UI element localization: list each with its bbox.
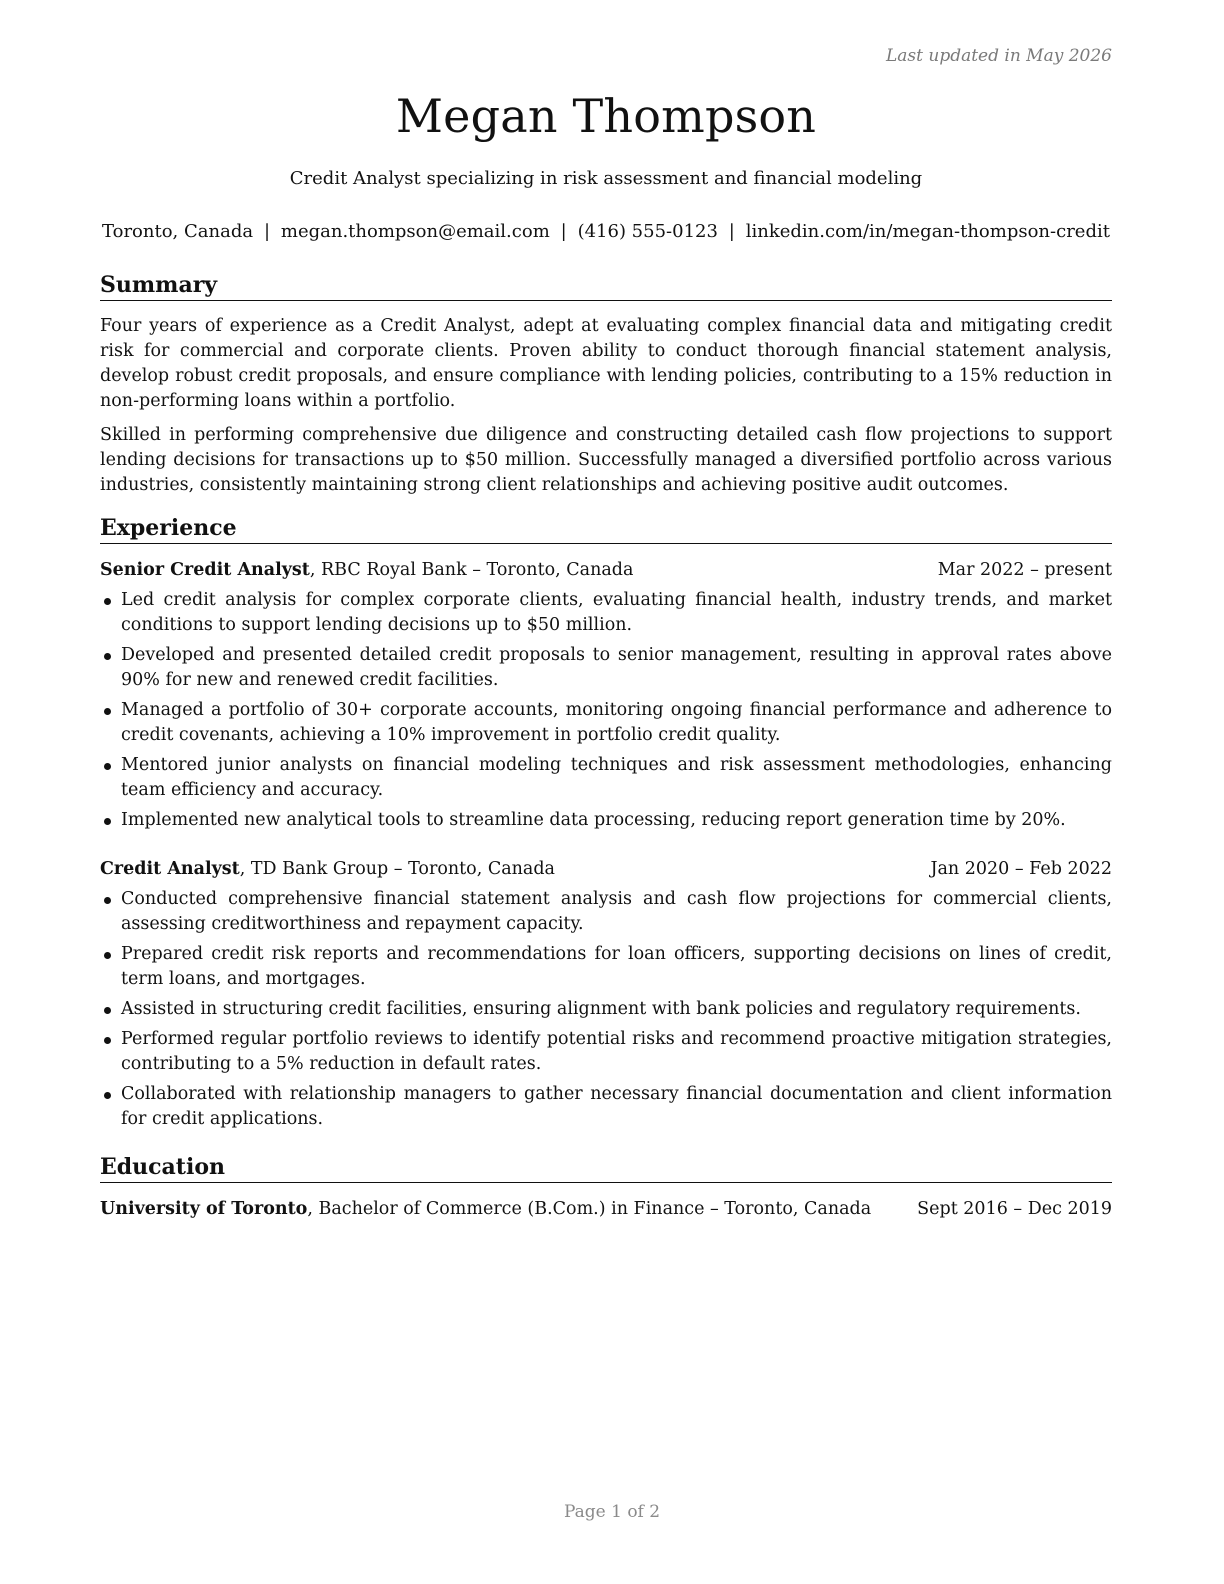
job-dates: Jan 2020 – Feb 2022	[930, 859, 1112, 879]
list-item	[100, 698, 1112, 748]
list-item	[100, 808, 1112, 833]
entry-title	[100, 558, 633, 583]
education-entry	[100, 1197, 1112, 1222]
contact-phone: (416) 555-0123	[577, 221, 718, 242]
bullet-icon	[104, 708, 111, 715]
list-item	[100, 643, 1112, 693]
bullet-icon	[104, 653, 111, 660]
list-item	[100, 887, 1112, 937]
bullet-text: Assisted in structuring credit facilities, ensuring alignment with bank policies and regulatory requirements.	[121, 999, 1081, 1019]
bullet-text: Mentored junior analysts on financial modeling techniques and risk assessment methodologies, enhancing team efficiency and accuracy.	[121, 755, 1112, 800]
contact-linkedin-link[interactable]: linkedin.com/in/megan-thompson-credit	[745, 221, 1110, 242]
list-item	[100, 588, 1112, 638]
candidate-headline: Credit Analyst specializing in risk assessment and financial modeling	[289, 168, 923, 189]
degree-detail: , Bachelor of Commerce (B.Com.) in Finance – Toronto, Canada	[307, 1199, 872, 1219]
contact-email-link[interactable]: megan.thompson@email.com	[280, 221, 550, 242]
education-dates: Sept 2016 – Dec 2019	[917, 1199, 1112, 1219]
job-role: Senior Credit Analyst	[100, 560, 310, 580]
bullet-text: Performed regular portfolio reviews to identify potential risks and recommend proactive mitigation strategies, contributing to a 5% reduction in default rates.	[121, 1029, 1112, 1074]
entry-header	[100, 857, 1112, 882]
summary-section	[100, 271, 1112, 498]
job-organization: , RBC Royal Bank – Toronto, Canada	[309, 560, 634, 580]
last-updated-note: Last updated in May 2026	[885, 46, 1112, 66]
bullet-text: Managed a portfolio of 30+ corporate accounts, monitoring ongoing financial performance and adherence to credit covenants, achieving a 10% improvement in portfolio credit quality.	[121, 700, 1112, 745]
bullet-icon	[104, 1092, 111, 1099]
summary-paragraph: Skilled in performing comprehensive due diligence and constructing detailed cash flow projections to support lending decisions for transactions up to $50 million. Successfully managed a diversified portfolio across various industries, consistently maintaining strong client relationships and achieving positive audit outcomes.	[100, 425, 1112, 495]
bullet-icon	[104, 763, 111, 770]
job-organization: , TD Bank Group – Toronto, Canada	[239, 859, 555, 879]
entry-title	[100, 857, 555, 882]
bullet-text: Conducted comprehensive financial statement analysis and cash flow projections for commercial clients, assessing creditworthiness and repayment capacity.	[121, 889, 1112, 934]
bullet-icon	[104, 897, 111, 904]
contact-separator: |	[560, 221, 567, 242]
section-title-summary: Summary	[100, 271, 1112, 301]
bullet-text: Collaborated with relationship managers to gather necessary financial documentation and client information for credit applications.	[121, 1084, 1112, 1129]
education-section	[100, 1153, 1112, 1222]
bullet-icon	[104, 1007, 111, 1014]
bullet-icon	[104, 952, 111, 959]
job-bullet-list	[100, 887, 1112, 1132]
entry-title	[100, 1197, 871, 1222]
job-bullet-list	[100, 588, 1112, 833]
contact-line	[100, 219, 1112, 245]
experience-section	[100, 514, 1112, 1137]
experience-entry	[100, 558, 1112, 833]
bullet-text: Developed and presented detailed credit proposals to senior management, resulting in approval rates above 90% for new and renewed credit facilities.	[121, 645, 1112, 690]
experience-entry	[100, 857, 1112, 1132]
contact-separator: |	[263, 221, 271, 242]
bullet-icon	[104, 1037, 111, 1044]
section-title-education: Education	[100, 1153, 1112, 1183]
page-number: Page 1 of 2	[563, 1502, 661, 1522]
contact-location: Toronto, Canada	[102, 221, 254, 242]
resume-page	[100, 0, 1112, 1584]
bullet-text: Led credit analysis for complex corporate clients, evaluating financial health, industry trends, and market conditions to support lending decisions up to $50 million.	[121, 590, 1112, 635]
bullet-text: Implemented new analytical tools to streamline data processing, reducing report generation time by 20%.	[121, 810, 1066, 830]
list-item	[100, 997, 1112, 1022]
section-title-experience: Experience	[100, 514, 1112, 544]
list-item	[100, 1082, 1112, 1132]
list-item	[100, 942, 1112, 992]
bullet-icon	[104, 598, 111, 605]
list-item	[100, 753, 1112, 803]
school-name: University of Toronto	[100, 1199, 308, 1219]
contact-separator: |	[728, 221, 735, 242]
job-role: Credit Analyst	[100, 859, 240, 879]
job-dates: Mar 2022 – present	[937, 560, 1112, 580]
bullet-icon	[104, 818, 111, 825]
summary-paragraph: Four years of experience as a Credit Analyst, adept at evaluating complex financial data and mitigating credit risk for commercial and corporate clients. Proven ability to conduct thorough financial statement analysis, develop robust credit proposals, and ensure compliance with lending policies, contributing to a 15% reduction in non-performing loans within a portfolio.	[100, 316, 1112, 411]
list-item	[100, 1027, 1112, 1077]
entry-header	[100, 558, 1112, 583]
candidate-name: Megan Thompson	[395, 89, 817, 143]
bullet-text: Prepared credit risk reports and recommendations for loan officers, supporting decisions on lines of credit, term loans, and mortgages.	[121, 944, 1112, 989]
